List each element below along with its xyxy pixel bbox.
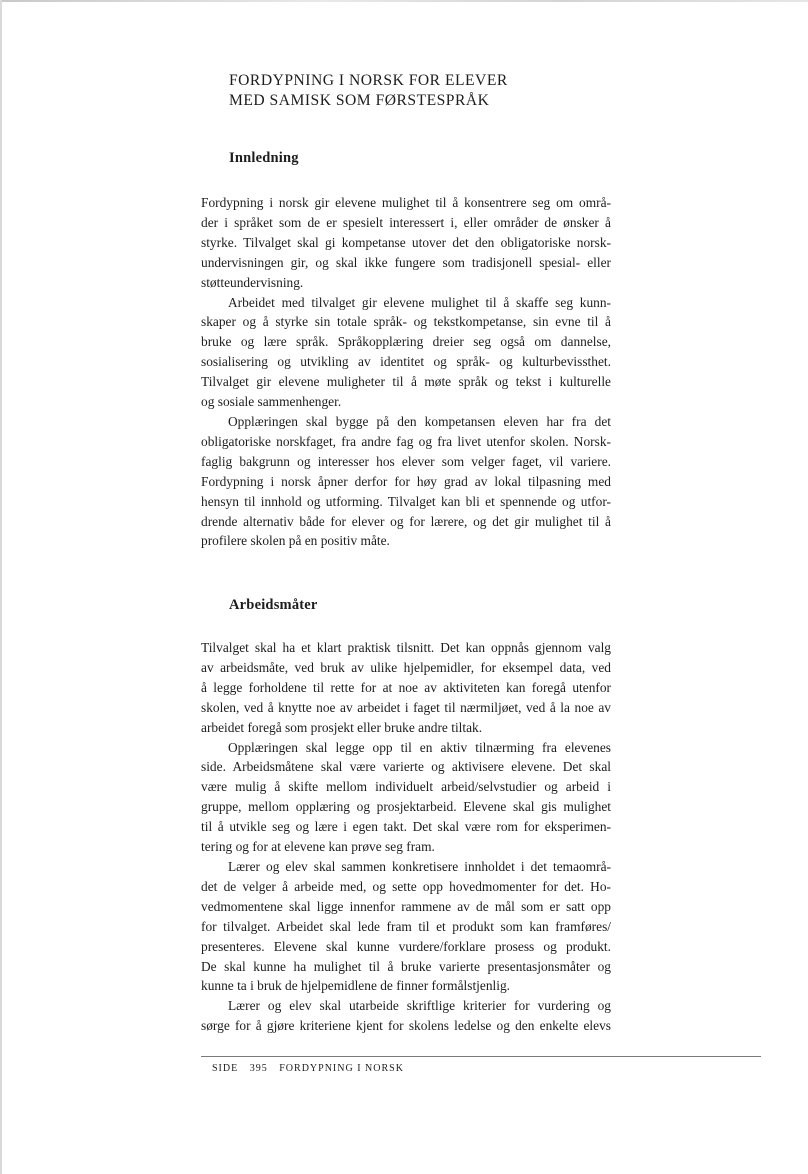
text-line: være mulig å skifte mellom individuelt arbeid/selvstudier og arbeid i xyxy=(201,779,611,795)
paragraph xyxy=(201,738,611,857)
text-line: De skal kunne ha mulighet til å bruke varierte presentasjonsmåter og xyxy=(201,958,611,974)
text-line: å legge forholdene til rette for at noe av aktiviteten kan foregå utenfor xyxy=(201,679,611,695)
text-line: kunne ta i bruk de hjelpemidlene de finner formålstjenlig. xyxy=(201,978,511,994)
text-line: der i språket som de er spesielt interessert i, eller områder de ønsker å xyxy=(201,214,611,230)
section-body-arbeidsmater xyxy=(201,638,611,1036)
text-line: Lærer og elev skal utarbeide skriftlige kriterier for vurdering og xyxy=(228,998,611,1014)
text-line: skaper og å styrke sin totale språk- og tekstkompetanse, sin evne til å xyxy=(201,314,611,330)
text-line: vedmomentene skal ligge innenfor rammene av de mål som er satt opp xyxy=(201,898,611,914)
section-heading-innledning: Innledning xyxy=(229,150,299,166)
text-line: bruke og lære språk. Språkopplæring dreier seg også om dannelse, xyxy=(201,334,611,350)
text-line: til å utvikle seg og lære i egen takt. Det skal være rom for eksperimen- xyxy=(201,819,611,835)
paragraph xyxy=(201,857,611,996)
paragraph xyxy=(201,996,611,1036)
text-line: styrke. Tilvalget skal gi kompetanse utover det den obligatoriske norsk- xyxy=(201,234,611,250)
text-line: side. Arbeidsmåtene skal være varierte og aktivisere elevene. Det skal xyxy=(201,759,611,775)
text-line: faglig bakgrunn og interesser hos elever som velger faget, vil variere. xyxy=(201,453,611,469)
text-line: Tilvalget skal ha et klart praktisk tilsnitt. Det kan oppnås gjennom valg xyxy=(201,640,611,655)
text-line: Fordypning i norsk åpner derfor for høy grad av lokal tilpasning med xyxy=(201,473,611,489)
footer-page-number: 395 xyxy=(249,1063,268,1074)
footer-side-label: SIDE xyxy=(212,1063,239,1074)
footer-section-label: FORDYPNING I NORSK xyxy=(279,1063,404,1074)
paragraph xyxy=(201,638,611,738)
paragraph xyxy=(201,412,611,551)
text-line: undervisningen gir, og skal ikke fungere som tradisjonell spesial- eller xyxy=(201,254,611,270)
text-line: Lærer og elev skal sammen konkretisere innholdet i det temaområ- xyxy=(228,858,611,874)
text-line: gruppe, mellom opplæring og prosjektarbeid. Elevene skal gis mulighet xyxy=(201,799,611,815)
text-line: det de velger å arbeide med, og sette opp hovedmomenter for det. Ho- xyxy=(201,878,611,894)
text-line: Tilvalget gir elevene muligheter til å møte språk og tekst i kulturelle xyxy=(201,374,611,390)
page-title-line-2: MED SAMISK SOM FØRSTESPRÅK xyxy=(229,92,490,109)
text-line: presenteres. Elevene skal kunne vurdere/forklare prosess og produkt. xyxy=(201,938,611,954)
text-line: av arbeidsmåte, ved bruk av ulike hjelpemidler, for eksempel data, ved xyxy=(201,659,611,675)
text-line: for tilvalget. Arbeidet skal lede fram til et produkt som kan framføres/ xyxy=(201,918,611,934)
page-title xyxy=(229,71,679,111)
footer-divider xyxy=(201,1056,761,1057)
text-line: tering og for at elevene kan prøve seg fram. xyxy=(201,839,435,855)
text-line: arbeidet foregå som prosjekt eller bruke andre tiltak. xyxy=(201,719,483,735)
text-line: sørge for å gjøre kriteriene kjent for skolens ledelse og den enkelte elevs xyxy=(201,1018,611,1034)
section-heading-arbeidsmater: Arbeidsmåter xyxy=(229,597,318,613)
text-line: profilere skolen på en positiv måte. xyxy=(201,533,390,549)
scan-edge-top xyxy=(0,0,808,2)
scan-edge-left xyxy=(0,0,2,1174)
text-line: og sosiale sammenhenger. xyxy=(201,394,342,410)
text-line: Opplæringen skal bygge på den kompetansen eleven har fra det xyxy=(228,413,611,429)
paragraph xyxy=(201,193,611,293)
paragraph xyxy=(201,293,611,412)
text-line: hensyn til innhold og utforming. Tilvalget kan bli et spennende og utfor- xyxy=(201,493,611,509)
page-footer xyxy=(212,1063,412,1074)
text-line: drende alternativ både for elever og for lærere, og det gir mulighet til å xyxy=(201,513,611,529)
text-line: Arbeidet med tilvalget gir elevene mulighet til å skaffe seg kunn- xyxy=(228,294,611,310)
text-line: skolen, ved å knytte noe av arbeidet i faget til nærmiljøet, ved å la noe av xyxy=(201,699,611,715)
section-body-innledning xyxy=(201,193,611,551)
text-line: støtteundervisning. xyxy=(201,274,304,290)
text-line: sosialisering og utvikling av identitet og språk- og kulturbevissthet. xyxy=(201,354,611,370)
text-line: obligatoriske norskfaget, fra andre fag og fra livet utenfor skolen. Norsk- xyxy=(201,433,611,449)
page-title-line-1: FORDYPNING I NORSK FOR ELEVER xyxy=(229,72,508,89)
text-line: Opplæringen skal legge opp til en aktiv tilnærming fra elevenes xyxy=(228,739,611,755)
text-line: Fordypning i norsk gir elevene mulighet til å konsentrere seg om områ- xyxy=(201,195,611,210)
